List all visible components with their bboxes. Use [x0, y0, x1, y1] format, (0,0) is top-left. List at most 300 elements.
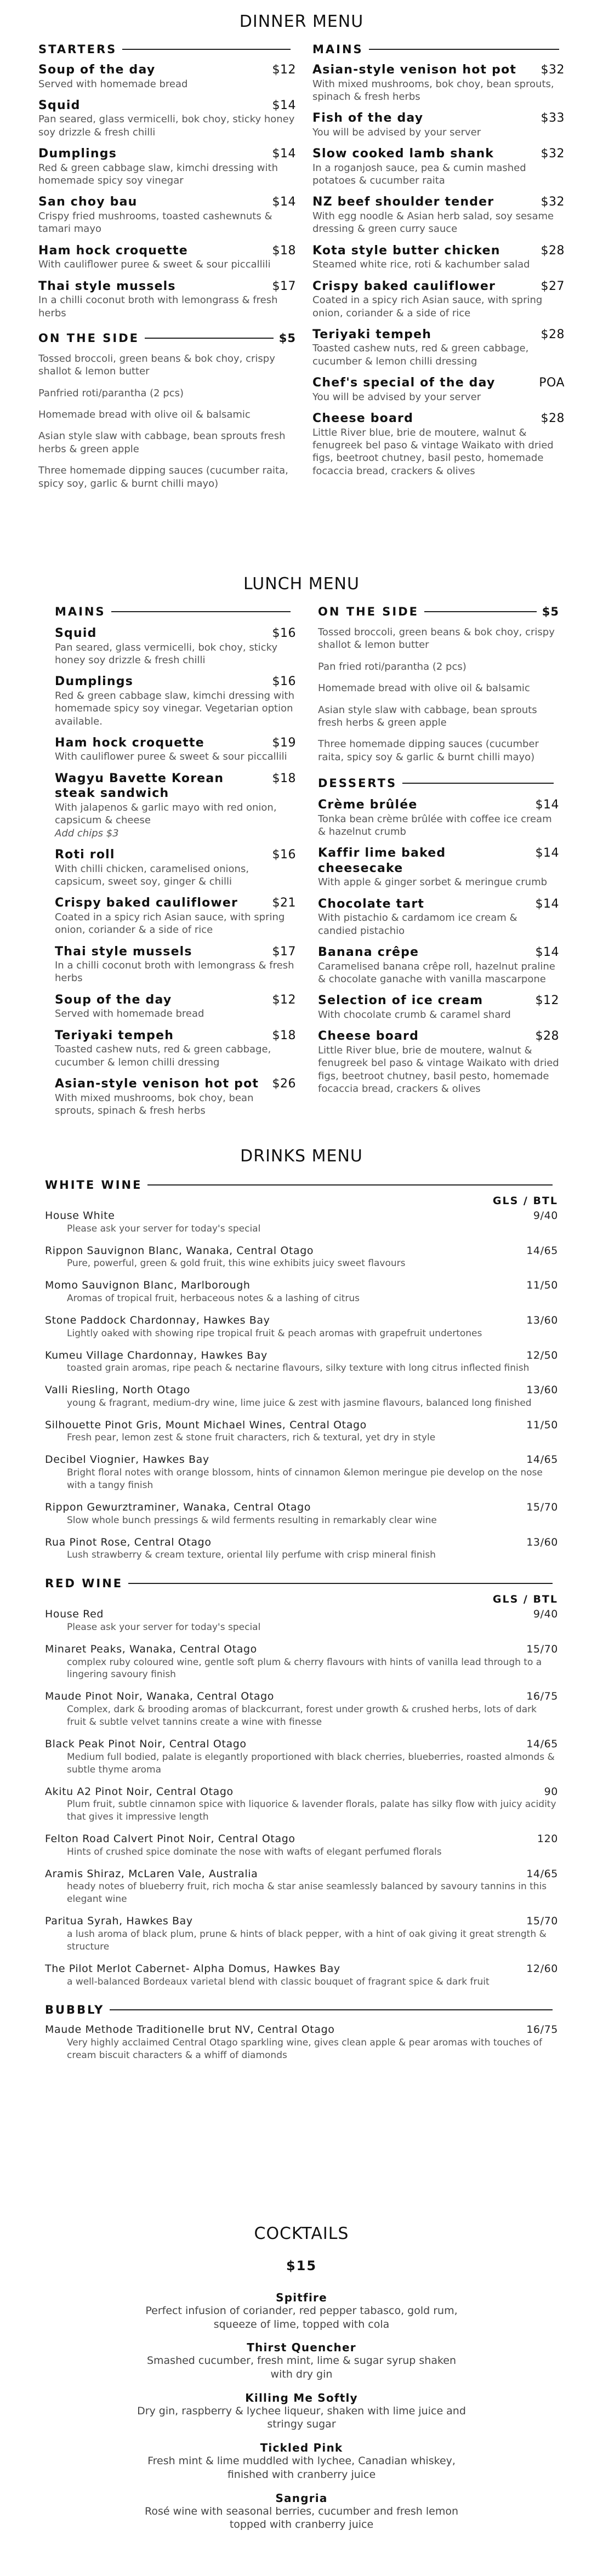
wine-item	[45, 1349, 558, 1375]
wine-name: House Red	[45, 1608, 104, 1621]
wine-name: Rua Pinot Rose, Central Otago	[45, 1536, 212, 1548]
wine-item	[45, 1962, 558, 1988]
cocktail-description: Dry gin, raspberry & lychee liqueur, shaken with lime juice and stringy sugar	[137, 2404, 466, 2431]
menu-item-description: With jalapenos & garlic mayo with red onion, capsicum & cheese	[55, 801, 277, 827]
wine-item-line	[45, 2023, 558, 2037]
cocktails-price: $15	[286, 2258, 317, 2273]
menu-item-description: With egg noodle & Asian herb salad, soy sesame dressing & green curry sauce	[312, 210, 554, 235]
menu-item-price: $14	[272, 195, 296, 209]
menu-item-line	[55, 896, 296, 911]
bubbly-heading: BUBBLY	[45, 2003, 558, 2016]
menu-item-description: Crispy fried mushrooms, toasted cashewnuts & tamari mayo	[38, 210, 272, 235]
menu-item-price: $14	[535, 846, 559, 860]
menu-item	[55, 771, 296, 840]
menu-item	[318, 1029, 559, 1095]
menu-item-description: In a roganjosh sauce, pea & cumin mashed potatoes & cucumber raita	[312, 162, 526, 187]
menu-item-price: $19	[272, 736, 296, 750]
wine-name: The Pilot Merlot Cabernet- Alpha Domus, Hawkes Bay	[45, 1962, 340, 1975]
menu-item	[312, 243, 565, 271]
wine-item	[45, 1690, 558, 1729]
menu-item-description: Coated in a spicy rich Asian sauce, with spring onion, coriander & a side of rice	[312, 294, 543, 319]
menu-item-price: $28	[535, 1029, 559, 1044]
menu-item	[55, 626, 296, 666]
menu-item-line	[55, 1028, 296, 1044]
wine-price: 90	[544, 1785, 558, 1798]
menu-item-name: Kaffir lime baked cheesecake	[318, 846, 446, 875]
menu-item-line	[318, 897, 559, 912]
menu-item-name: Selection of ice cream	[318, 994, 483, 1008]
wine-item-line	[45, 1643, 558, 1656]
wine-item	[45, 1867, 558, 1906]
wine-description: Aromas of tropical fruit, herbaceous notes & a lashing of citrus	[67, 1292, 360, 1304]
cocktail-name: Thirst Quencher	[247, 2341, 356, 2355]
wine-description: complex ruby coloured wine, gentle soft plum & cherry flavours with hints of vanilla lead through to a lingering savoury finish	[67, 1656, 542, 1680]
red-wine-heading: RED WINE	[45, 1577, 558, 1590]
menu-item	[38, 243, 296, 271]
menu-item-name: Dumplings	[38, 147, 117, 161]
wine-item-line	[45, 1914, 558, 1928]
wine-item	[45, 1314, 558, 1340]
wine-description: toasted grain aromas, ripe peach & nectarine flavours, silky texture with long citrus inflected finish	[67, 1363, 530, 1374]
dinner-side-heading: ON THE SIDE $5	[38, 331, 296, 345]
starters-list	[38, 62, 296, 320]
side-item: Pan fried roti/parantha (2 pcs)	[318, 660, 467, 673]
menu-item	[38, 195, 296, 235]
menu-item-price: $32	[541, 63, 565, 77]
menu-item-description: Toasted cashew nuts, red & green cabbage, cucumber & lemon chilli dressing	[55, 1044, 271, 1068]
wine-description: Fresh pear, lemon zest & stone fruit characters, rich & textural, yet dry in style	[67, 1432, 436, 1444]
menu-item-price: $14	[272, 147, 296, 161]
wine-price: 13/60	[526, 1314, 558, 1326]
menu-item-price: $33	[541, 111, 565, 126]
menu-item-description: Pan seared, glass vermicelli, bok choy, sticky honey soy drizzle & fresh chilli	[38, 113, 295, 138]
menu-item-price: $12	[535, 994, 559, 1008]
wine-name: Rippon Sauvignon Blanc, Wanaka, Central Otago	[45, 1244, 314, 1257]
menu-item-description: Red & green cabbage slaw, kimchi dressing with homemade spicy soy vinegar	[38, 162, 278, 187]
desserts-heading: DESSERTS	[318, 777, 559, 790]
menu-item-name: Squid	[55, 626, 97, 640]
menu-item	[312, 62, 565, 103]
cocktail-description: Rosé wine with seasonal berries, cucumber and fresh lemon topped with cranberry juice	[144, 2505, 459, 2531]
menu-item	[55, 1076, 296, 1117]
wine-price: 15/70	[526, 1915, 558, 1928]
menu-item-description: Tonka bean crème brûlée with coffee ice cream & hazelnut crumb	[318, 813, 552, 838]
menu-item-line	[38, 195, 296, 210]
wine-name: Akitu A2 Pinot Noir, Central Otago	[45, 1785, 234, 1798]
wine-item-line	[45, 1279, 558, 1292]
wine-item-line	[45, 1209, 558, 1223]
menu-item-line	[312, 195, 565, 210]
menu-item	[318, 993, 559, 1021]
dinner-mains-list	[312, 62, 565, 477]
wine-item	[45, 1383, 558, 1410]
wine-item-line	[45, 1349, 558, 1363]
menu-item-description: Served with homemade bread	[38, 78, 188, 90]
menu-item	[38, 146, 296, 187]
dinner-right-column	[312, 43, 565, 485]
wine-item-line	[45, 1785, 558, 1799]
wine-description: Slow whole bunch pressings & wild ferments resulting in remarkably clear wine	[67, 1514, 437, 1526]
wine-price: 15/70	[526, 1643, 558, 1655]
wine-item	[45, 1832, 558, 1859]
menu-item-name: Chef's special of the day	[312, 376, 496, 390]
menu-item-description: With apple & ginger sorbet & meringue crumb	[318, 876, 548, 888]
menu-item-name: Slow cooked lamb shank	[312, 147, 494, 161]
menu-item-price: $26	[272, 1077, 296, 1091]
menu-item	[312, 146, 565, 187]
menu-item-line	[312, 327, 565, 343]
menu-item	[55, 847, 296, 888]
wine-price: 16/75	[526, 1690, 558, 1703]
side-item: Homemade bread with olive oil & balsamic	[318, 682, 530, 694]
wine-name: House White	[45, 1210, 115, 1222]
menu-item	[312, 195, 565, 235]
wine-name: Kumeu Village Chardonnay, Hawkes Bay	[45, 1349, 268, 1361]
wine-description: young & fragrant, medium-dry wine, lime juice & zest with jasmine flavours, balanced long finished	[67, 1397, 532, 1409]
menu-item-name: Fish of the day	[312, 111, 424, 126]
wine-item-line	[45, 1383, 558, 1397]
cocktail-item	[137, 2441, 466, 2481]
wine-description: Lush strawberry & cream texture, oriental lily perfume with crisp mineral finish	[67, 1549, 436, 1561]
lunch-side-heading: ON THE SIDE $5	[318, 605, 559, 618]
menu-item-price: $18	[272, 243, 296, 258]
wine-price: 14/65	[526, 1454, 558, 1466]
menu-item-name: Squid	[38, 98, 81, 112]
white-wine-list	[45, 1209, 558, 1561]
wine-price: 15/70	[526, 1501, 558, 1513]
cocktail-description: Smashed cucumber, fresh mint, lime & sugar syrup shaken with dry gin	[146, 2355, 457, 2381]
menu-item-line	[318, 797, 559, 813]
wine-description: Please ask your server for today's special	[67, 1621, 261, 1633]
wine-price: 9/40	[533, 1210, 558, 1222]
wine-item	[45, 2023, 558, 2062]
wine-item	[45, 1453, 558, 1492]
wine-item	[45, 1244, 558, 1270]
wine-item	[45, 1418, 558, 1445]
menu-item	[318, 797, 559, 838]
side-item: Asian style slaw with cabbage, bean sprouts fresh herbs & green apple	[38, 430, 286, 455]
menu-item-description: Coated in a spicy rich Asian sauce, with spring onion, coriander & a side of rice	[55, 911, 285, 936]
menu-item-price: $16	[272, 626, 296, 640]
menu-item-line	[55, 993, 296, 1008]
dinner-mains-heading: MAINS	[312, 43, 565, 56]
menu-item	[312, 279, 565, 320]
menu-item-price: $17	[272, 279, 296, 293]
menu-item-name: Thai style mussels	[38, 279, 176, 293]
cocktail-item	[137, 2492, 466, 2532]
menu-item-line	[312, 411, 565, 426]
wine-description: Lightly oaked with showing ripe tropical fruit & peach aromas with grapefruit undertones	[67, 1327, 482, 1339]
menu-item-price: $27	[541, 279, 565, 293]
side-item: Panfried roti/parantha (2 pcs)	[38, 387, 184, 399]
wine-item	[45, 1737, 558, 1776]
menu-item	[55, 896, 296, 936]
wine-price: 13/60	[526, 1384, 558, 1397]
wine-description: heady notes of blueberry fruit, rich mocha & star anise seamlessly balanced by savoury tannins in this elegant wine	[67, 1881, 547, 1905]
menu-item-line	[312, 279, 565, 294]
menu-item-line	[312, 111, 565, 126]
menu-item-description: Caramelised banana crêpe roll, hazelnut praline & chocolate ganache with vanilla mascarpone	[318, 960, 555, 985]
wine-price: 11/50	[526, 1279, 558, 1292]
wine-description: Bright floral notes with orange blossom, hints of cinnamon &lemon meringue pie develop on the nose with a tangy finish	[67, 1467, 543, 1491]
cocktail-description: Fresh mint & lime muddled with lychee, Canadian whiskey, finished with cranberry juice	[147, 2455, 456, 2481]
drinks-column	[45, 1178, 558, 2071]
wine-name: Aramis Shiraz, McLaren Vale, Australia	[45, 1867, 258, 1880]
menu-item-description: You will be advised by your server	[312, 126, 481, 138]
menu-item	[55, 736, 296, 763]
menu-item-price: $16	[272, 848, 296, 862]
menu-item-description: With chilli chicken, caramelised onions, capsicum, sweet soy, ginger & chilli	[55, 863, 249, 887]
menu-item-description: With chocolate crumb & caramel shard	[318, 1008, 511, 1021]
menu-item-name: Soup of the day	[55, 993, 172, 1007]
wine-name: Valli Riesling, North Otago	[45, 1384, 190, 1397]
dinner-left-column	[38, 43, 296, 499]
menu-item-line	[318, 993, 559, 1008]
cocktail-list	[137, 2291, 466, 2541]
wine-price: 11/50	[526, 1418, 558, 1431]
menu-item-line	[55, 771, 296, 801]
menu-item-price: $28	[541, 412, 565, 426]
side-item: Asian style slaw with cabbage, bean sprouts fresh herbs & green apple	[318, 704, 537, 728]
wine-price: 14/65	[526, 1867, 558, 1880]
menu-item-name: Dumplings	[55, 675, 133, 689]
wine-name: Felton Road Calvert Pinot Noir, Central Otago	[45, 1833, 295, 1845]
menu-item	[38, 62, 296, 90]
wine-description: Hints of crushed spice dominate the nose with wafts of elegant perfumed florals	[67, 1846, 442, 1857]
menu-item-name: Asian-style venison hot pot	[55, 1077, 259, 1091]
wine-item	[45, 1785, 558, 1824]
menu-item	[312, 411, 565, 477]
wine-name: Maude Methode Traditionelle brut NV, Central Otago	[45, 2024, 335, 2036]
drinks-menu-title: DRINKS MENU	[240, 1147, 363, 1166]
menu-item-price: $14	[272, 98, 296, 112]
menu-item-description: Served with homemade bread	[55, 1008, 204, 1020]
bubbly-list	[45, 2023, 558, 2062]
cocktails-title: COCKTAILS	[254, 2224, 349, 2243]
wine-name: Stone Paddock Chardonnay, Hawkes Bay	[45, 1314, 270, 1326]
wine-price: 13/60	[526, 1536, 558, 1548]
menu-item-description: Pan seared, glass vermicelli, bok choy, sticky honey soy drizzle & fresh chilli	[55, 641, 278, 666]
menu-item-line	[38, 146, 296, 162]
menu-item	[318, 945, 559, 985]
wine-name: Silhouette Pinot Gris, Mount Michael Wines, Central Otago	[45, 1418, 367, 1431]
wine-item-line	[45, 1608, 558, 1621]
wine-item	[45, 1209, 558, 1235]
menu-item-line	[38, 279, 296, 294]
menu-item-name: Kota style butter chicken	[312, 243, 500, 258]
menu-item-line	[55, 674, 296, 689]
menu-item	[38, 279, 296, 320]
wine-item	[45, 1914, 558, 1953]
wine-name: Minaret Peaks, Wanaka, Central Otago	[45, 1643, 257, 1655]
menu-item-price: $14	[535, 798, 559, 812]
wine-item-line	[45, 1453, 558, 1467]
cocktail-name: Sangria	[275, 2491, 328, 2505]
menu-item-price: $14	[535, 945, 559, 960]
menu-item-line	[312, 375, 565, 391]
side-item: Three homemade dipping sauces (cucumber raita, spicy soy & garlic & burnt chilli mayo)	[318, 738, 539, 763]
menu-item-price: $17	[272, 944, 296, 959]
menu-item-line	[55, 736, 296, 751]
wine-name: Black Peak Pinot Noir, Central Otago	[45, 1737, 247, 1750]
menu-item-name: Cheese board	[318, 1029, 419, 1044]
wine-item-line	[45, 1244, 558, 1258]
side-item: Homemade bread with olive oil & balsamic	[38, 409, 251, 421]
menu-item-line	[38, 243, 296, 259]
menu-item-name: Teriyaki tempeh	[55, 1028, 174, 1042]
wine-item-line	[45, 1832, 558, 1846]
wine-price: 120	[537, 1833, 558, 1845]
menu-item-price: $32	[541, 147, 565, 161]
menu-item-description: With cauliflower puree & sweet & sour piccallili	[38, 259, 271, 271]
menu-item	[318, 897, 559, 937]
menu-item-description: With cauliflower puree & sweet & sour piccallili	[55, 751, 287, 763]
wine-item-line	[45, 1690, 558, 1703]
menu-item-line	[312, 146, 565, 162]
menu-item-price: $28	[541, 327, 565, 341]
wine-item-line	[45, 1536, 558, 1549]
wine-description: Pure, powerful, green & gold fruit, this wine exhibits juicy sweet flavours	[67, 1258, 406, 1269]
wine-price: 16/75	[526, 2024, 558, 2036]
menu-item	[38, 98, 296, 139]
side-item: Three homemade dipping sauces (cucumber raita, spicy soy, garlic & burnt chilli mayo)	[38, 465, 288, 489]
menu-item-name: Wagyu Bavette Korean steak sandwich	[55, 771, 224, 801]
menu-item-line	[318, 945, 559, 960]
menu-item-description: With mixed mushrooms, bok choy, bean sprouts, spinach & fresh herbs	[312, 78, 554, 102]
menu-item-line	[38, 98, 296, 113]
dinner-side-list	[38, 352, 296, 490]
menu-item-line	[55, 944, 296, 960]
menu-item-line	[55, 626, 296, 641]
menu-item-description: With mixed mushrooms, bok choy, bean sprouts, spinach & fresh herbs	[55, 1092, 254, 1116]
white-gls-btl-label: GLS / BTL	[492, 1195, 558, 1207]
wine-item	[45, 1279, 558, 1305]
menu-item-name: Ham hock croquette	[38, 243, 188, 258]
lunch-mains-list	[55, 626, 296, 1117]
wine-price: 14/65	[526, 1737, 558, 1750]
menu-item-line	[55, 847, 296, 863]
starters-heading: STARTERS	[38, 43, 296, 56]
menu-item-name: Roti roll	[55, 848, 115, 862]
menu-item	[55, 1028, 296, 1069]
wine-price: 14/65	[526, 1244, 558, 1257]
wine-item-line	[45, 1418, 558, 1432]
white-wine-heading: WHITE WINE	[45, 1178, 558, 1192]
menu-item	[55, 993, 296, 1021]
wine-name: Maude Pinot Noir, Wanaka, Central Otago	[45, 1690, 274, 1703]
menu-item	[55, 674, 296, 728]
menu-item-description: In a chilli coconut broth with lemongrass & fresh herbs	[38, 294, 278, 319]
wine-description: a lush aroma of black plum, prune & hints of black pepper, with a hint of oak giving it great strength & structure	[67, 1928, 547, 1952]
lunch-mains-heading: MAINS	[55, 605, 296, 618]
menu-item-line	[318, 1029, 559, 1044]
wine-description: Very highly acclaimed Central Otago sparkling wine, gives clean apple & pear aromas with touches of cream biscuit characters & a whiff of diamonds	[67, 2037, 542, 2061]
lunch-right-column	[318, 605, 559, 1103]
menu-item-name: Ham hock croquette	[55, 736, 204, 750]
menu-item-name: Cheese board	[312, 412, 414, 426]
menu-item-name: Crispy baked cauliflower	[312, 279, 496, 293]
cocktail-description: Perfect infusion of coriander, red pepper tabasco, gold rum, squeeze of lime, topped with cola	[145, 2305, 458, 2330]
menu-item-addon: Add chips $3	[55, 827, 119, 839]
menu-item-description: Little River blue, brie de moutere, walnut & fenugreek bel paso & vintage Waikato with dried figs, beetroot chutney, basil pesto, homemade focaccia bread, crackers & olives	[312, 426, 554, 477]
menu-item-price: POA	[539, 376, 565, 390]
red-wine-list	[45, 1608, 558, 1988]
dinner-menu-title: DINNER MENU	[239, 12, 364, 31]
menu-item-name: Crispy baked cauliflower	[55, 896, 238, 910]
wine-price: 12/50	[526, 1349, 558, 1361]
wine-item-line	[45, 1314, 558, 1327]
wine-item-line	[45, 1962, 558, 1976]
wine-item	[45, 1501, 558, 1527]
menu-item-description: Steamed white rice, roti & kachumber salad	[312, 259, 530, 271]
menu-item	[312, 111, 565, 139]
menu-item	[312, 375, 565, 403]
menu-item-price: $14	[535, 897, 559, 911]
wine-price: 9/40	[533, 1608, 558, 1621]
wine-item-line	[45, 1737, 558, 1751]
wine-item-line	[45, 1501, 558, 1514]
wine-item	[45, 1608, 558, 1634]
menu-item	[312, 327, 565, 368]
menu-item-name: Teriyaki tempeh	[312, 327, 432, 341]
wine-item	[45, 1536, 558, 1562]
cocktail-item	[137, 2391, 466, 2431]
wine-item	[45, 1643, 558, 1682]
side-item: Tossed broccoli, green beans & bok choy, crispy shallot & lemon butter	[318, 626, 555, 651]
wine-name: Momo Sauvignon Blanc, Marlborough	[45, 1279, 251, 1292]
lunch-menu-title: LUNCH MENU	[243, 574, 360, 594]
wine-name: Paritua Syrah, Hawkes Bay	[45, 1915, 193, 1928]
menu-item-description: With pistachio & cardamom ice cream & candied pistachio	[318, 912, 517, 937]
red-gls-btl-label: GLS / BTL	[492, 1593, 558, 1606]
wine-name: Decibel Viognier, Hawkes Bay	[45, 1454, 209, 1466]
menu-item-name: Banana crêpe	[318, 945, 419, 960]
menu-item-description: You will be advised by your server	[312, 391, 481, 403]
desserts-list	[318, 797, 559, 1095]
menu-item-price: $12	[272, 63, 296, 77]
cocktail-item	[137, 2341, 466, 2381]
cocktail-name: Tickled Pink	[260, 2441, 343, 2455]
lunch-side-list	[318, 626, 559, 763]
menu-item-name: Chocolate tart	[318, 897, 425, 911]
wine-description: Please ask your server for today's special	[67, 1223, 261, 1234]
menu-item-price: $21	[272, 896, 296, 910]
menu-item-name: Asian-style venison hot pot	[312, 63, 517, 77]
menu-item-price: $16	[272, 675, 296, 689]
menu-item-line	[312, 62, 565, 78]
wine-name: Rippon Gewurztraminer, Wanaka, Central Otago	[45, 1501, 311, 1513]
wine-description: a well-balanced Bordeaux varietal blend with classic bouquet of fragrant spice & dark fruit	[67, 1976, 490, 1987]
menu-item-name: NZ beef shoulder tender	[312, 195, 494, 209]
menu-item-price: $12	[272, 993, 296, 1007]
menu-item-name: Soup of the day	[38, 63, 156, 77]
menu-item-price: $32	[541, 195, 565, 209]
wine-price: 12/60	[526, 1962, 558, 1975]
menu-item-name: Thai style mussels	[55, 944, 192, 959]
menu-item	[55, 944, 296, 985]
menu-item-line	[55, 1076, 296, 1092]
menu-item-price: $28	[541, 243, 565, 258]
menu-item-description: Red & green cabbage slaw, kimchi dressing with homemade spicy soy vinegar. Vegetarian option available.	[55, 689, 294, 727]
cocktail-name: Spitfire	[276, 2291, 327, 2304]
cocktail-name: Killing Me Softly	[245, 2391, 358, 2404]
wine-description: Plum fruit, subtle cinnamon spice with liquorice & lavender florals, palate has silky flow with juicy acidity that gives it impressive length	[67, 1799, 556, 1823]
cocktail-item	[137, 2291, 466, 2331]
wine-description: Complex, dark & brooding aromas of blackcurrant, forest under growth & crushed herbs, lots of dark fruit & subtle velvet tannins create a wine with finesse	[67, 1704, 537, 1728]
menu-item-description: Little River blue, brie de moutere, walnut & fenugreek bel paso & vintage Waikato with dried figs, beetroot chutney, basil pesto, homemade focaccia bread, crackers & olives	[318, 1044, 559, 1095]
menu-item-name: Crème brûlée	[318, 798, 418, 812]
wine-description: Medium full bodied, palate is elegantly proportioned with black cherries, blueberries, roasted almonds & subtle thyme aroma	[67, 1751, 555, 1775]
